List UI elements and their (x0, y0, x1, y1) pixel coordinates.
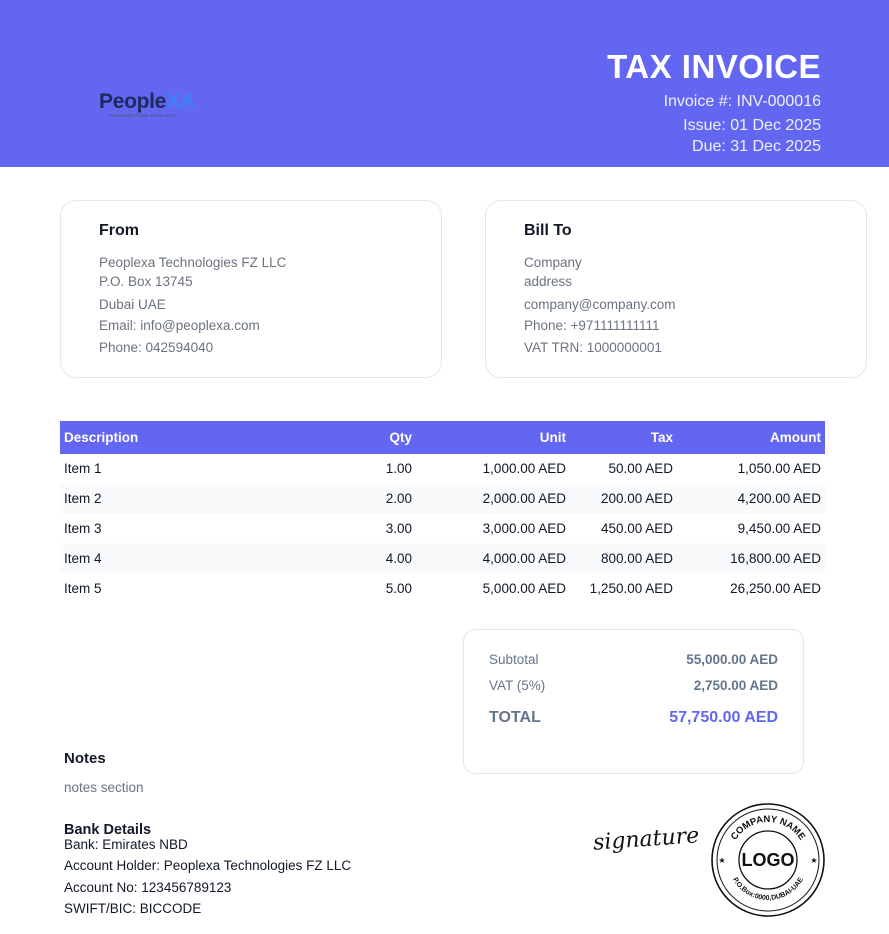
from-city: Dubai UAE (99, 297, 166, 312)
cell-description: Item 4 (60, 543, 350, 573)
cell-tax: 1,250.00 AED (589, 580, 673, 596)
issue-date: Issue: 01 Dec 2025 (683, 117, 821, 134)
due-date: Due: 31 Dec 2025 (692, 138, 821, 155)
bill-to-address: address (524, 274, 573, 289)
cell-qty: 1.00 (385, 461, 412, 477)
cell-amount: 26,250.00 AED (730, 580, 821, 596)
star-icon: ★ (718, 856, 726, 865)
company-logo (99, 90, 195, 118)
cell-amount: 16,800.00 AED (677, 543, 825, 573)
from-email: Email: info@peoplexa.com (99, 318, 260, 333)
header-unit: Unit (416, 421, 570, 454)
cell-amount: 9,450.00 AED (737, 520, 821, 536)
from-po-box: P.O. Box 13745 (99, 274, 193, 289)
cell-unit: 4,000.00 AED (416, 543, 570, 573)
from-card (60, 200, 442, 378)
cell-tax: 800.00 AED (570, 543, 677, 573)
bank-details-heading: Bank Details (64, 822, 152, 838)
cell-unit: 2,000.00 AED (416, 484, 570, 514)
cell-tax: 50.00 AED (608, 461, 673, 477)
from-phone: Phone: 042594040 (99, 340, 214, 355)
header-qty: Qty (350, 421, 416, 454)
account-number: Account No: 123456789123 (64, 880, 232, 895)
total-label: TOTAL (489, 709, 541, 726)
totals-box (463, 629, 804, 774)
bill-to-vat-trn: VAT TRN: 1000000001 (524, 340, 662, 355)
cell-qty: 2.00 (350, 484, 416, 514)
cell-unit: 5,000.00 AED (482, 580, 566, 596)
table-row (60, 484, 825, 514)
header-amount: Amount (677, 421, 825, 454)
notes-heading: Notes (64, 750, 106, 767)
subtotal-label: Subtotal (489, 652, 539, 667)
table-header-row (60, 421, 825, 454)
bill-to-phone: Phone: +971111111111 (524, 318, 660, 333)
cell-description: Item 1 (64, 461, 102, 477)
cell-unit: 1,000.00 AED (482, 461, 566, 477)
swift-bic: SWIFT/BIC: BICCODE (64, 901, 202, 916)
bill-to-heading: Bill To (524, 222, 572, 239)
table-row (60, 514, 825, 544)
invoice-header (0, 0, 889, 167)
vat-value: 2,750.00 AED (693, 678, 778, 693)
total-value: 57,750.00 AED (669, 709, 778, 726)
from-company-name: Peoplexa Technologies FZ LLC (99, 255, 287, 270)
table-row (60, 543, 825, 573)
logo-tagline: Powered by People, Driven by XA (109, 113, 177, 118)
cell-unit: 3,000.00 AED (482, 520, 566, 536)
cell-qty: 3.00 (385, 520, 412, 536)
bill-to-card (485, 200, 867, 378)
bill-to-email: company@company.com (524, 297, 676, 312)
star-icon: ★ (810, 856, 818, 865)
cell-description: Item 5 (64, 580, 102, 596)
invoice-number: Invoice #: INV-000016 (663, 93, 821, 110)
cell-tax: 450.00 AED (600, 520, 673, 536)
company-stamp (710, 802, 826, 918)
logo-wordmark (99, 90, 195, 114)
header-description: Description (60, 421, 350, 454)
cell-amount: 4,200.00 AED (677, 484, 825, 514)
invoice-title: TAX INVOICE (607, 48, 821, 85)
from-heading: From (99, 222, 139, 239)
account-holder: Account Holder: Peoplexa Technologies FZ LLC (64, 858, 352, 873)
cell-description: Item 3 (64, 520, 102, 536)
logo-text-part2: XA (166, 90, 195, 113)
bill-to-company: Company (524, 255, 582, 270)
cell-qty: 4.00 (350, 543, 416, 573)
vat-label: VAT (5%) (489, 678, 546, 693)
table-row (60, 454, 825, 484)
stamp-logo-text: LOGO (741, 850, 795, 870)
subtotal-value: 55,000.00 AED (686, 652, 778, 667)
cell-qty: 5.00 (385, 580, 412, 596)
bank-name: Bank: Emirates NBD (64, 837, 188, 852)
stamp-bottom-text: P.O.Box:0000,DUBAI-UAE (731, 876, 805, 903)
notes-text: notes section (64, 780, 144, 795)
signature: signature (592, 823, 700, 856)
cell-description: Item 2 (60, 484, 350, 514)
cell-amount: 1,050.00 AED (737, 461, 821, 477)
logo-text-part1: People (99, 90, 167, 113)
header-tax: Tax (570, 421, 677, 454)
stamp-top-text: COMPANY NAME (728, 813, 808, 843)
cell-tax: 200.00 AED (570, 484, 677, 514)
line-items-table (60, 421, 825, 603)
table-row (60, 573, 825, 603)
